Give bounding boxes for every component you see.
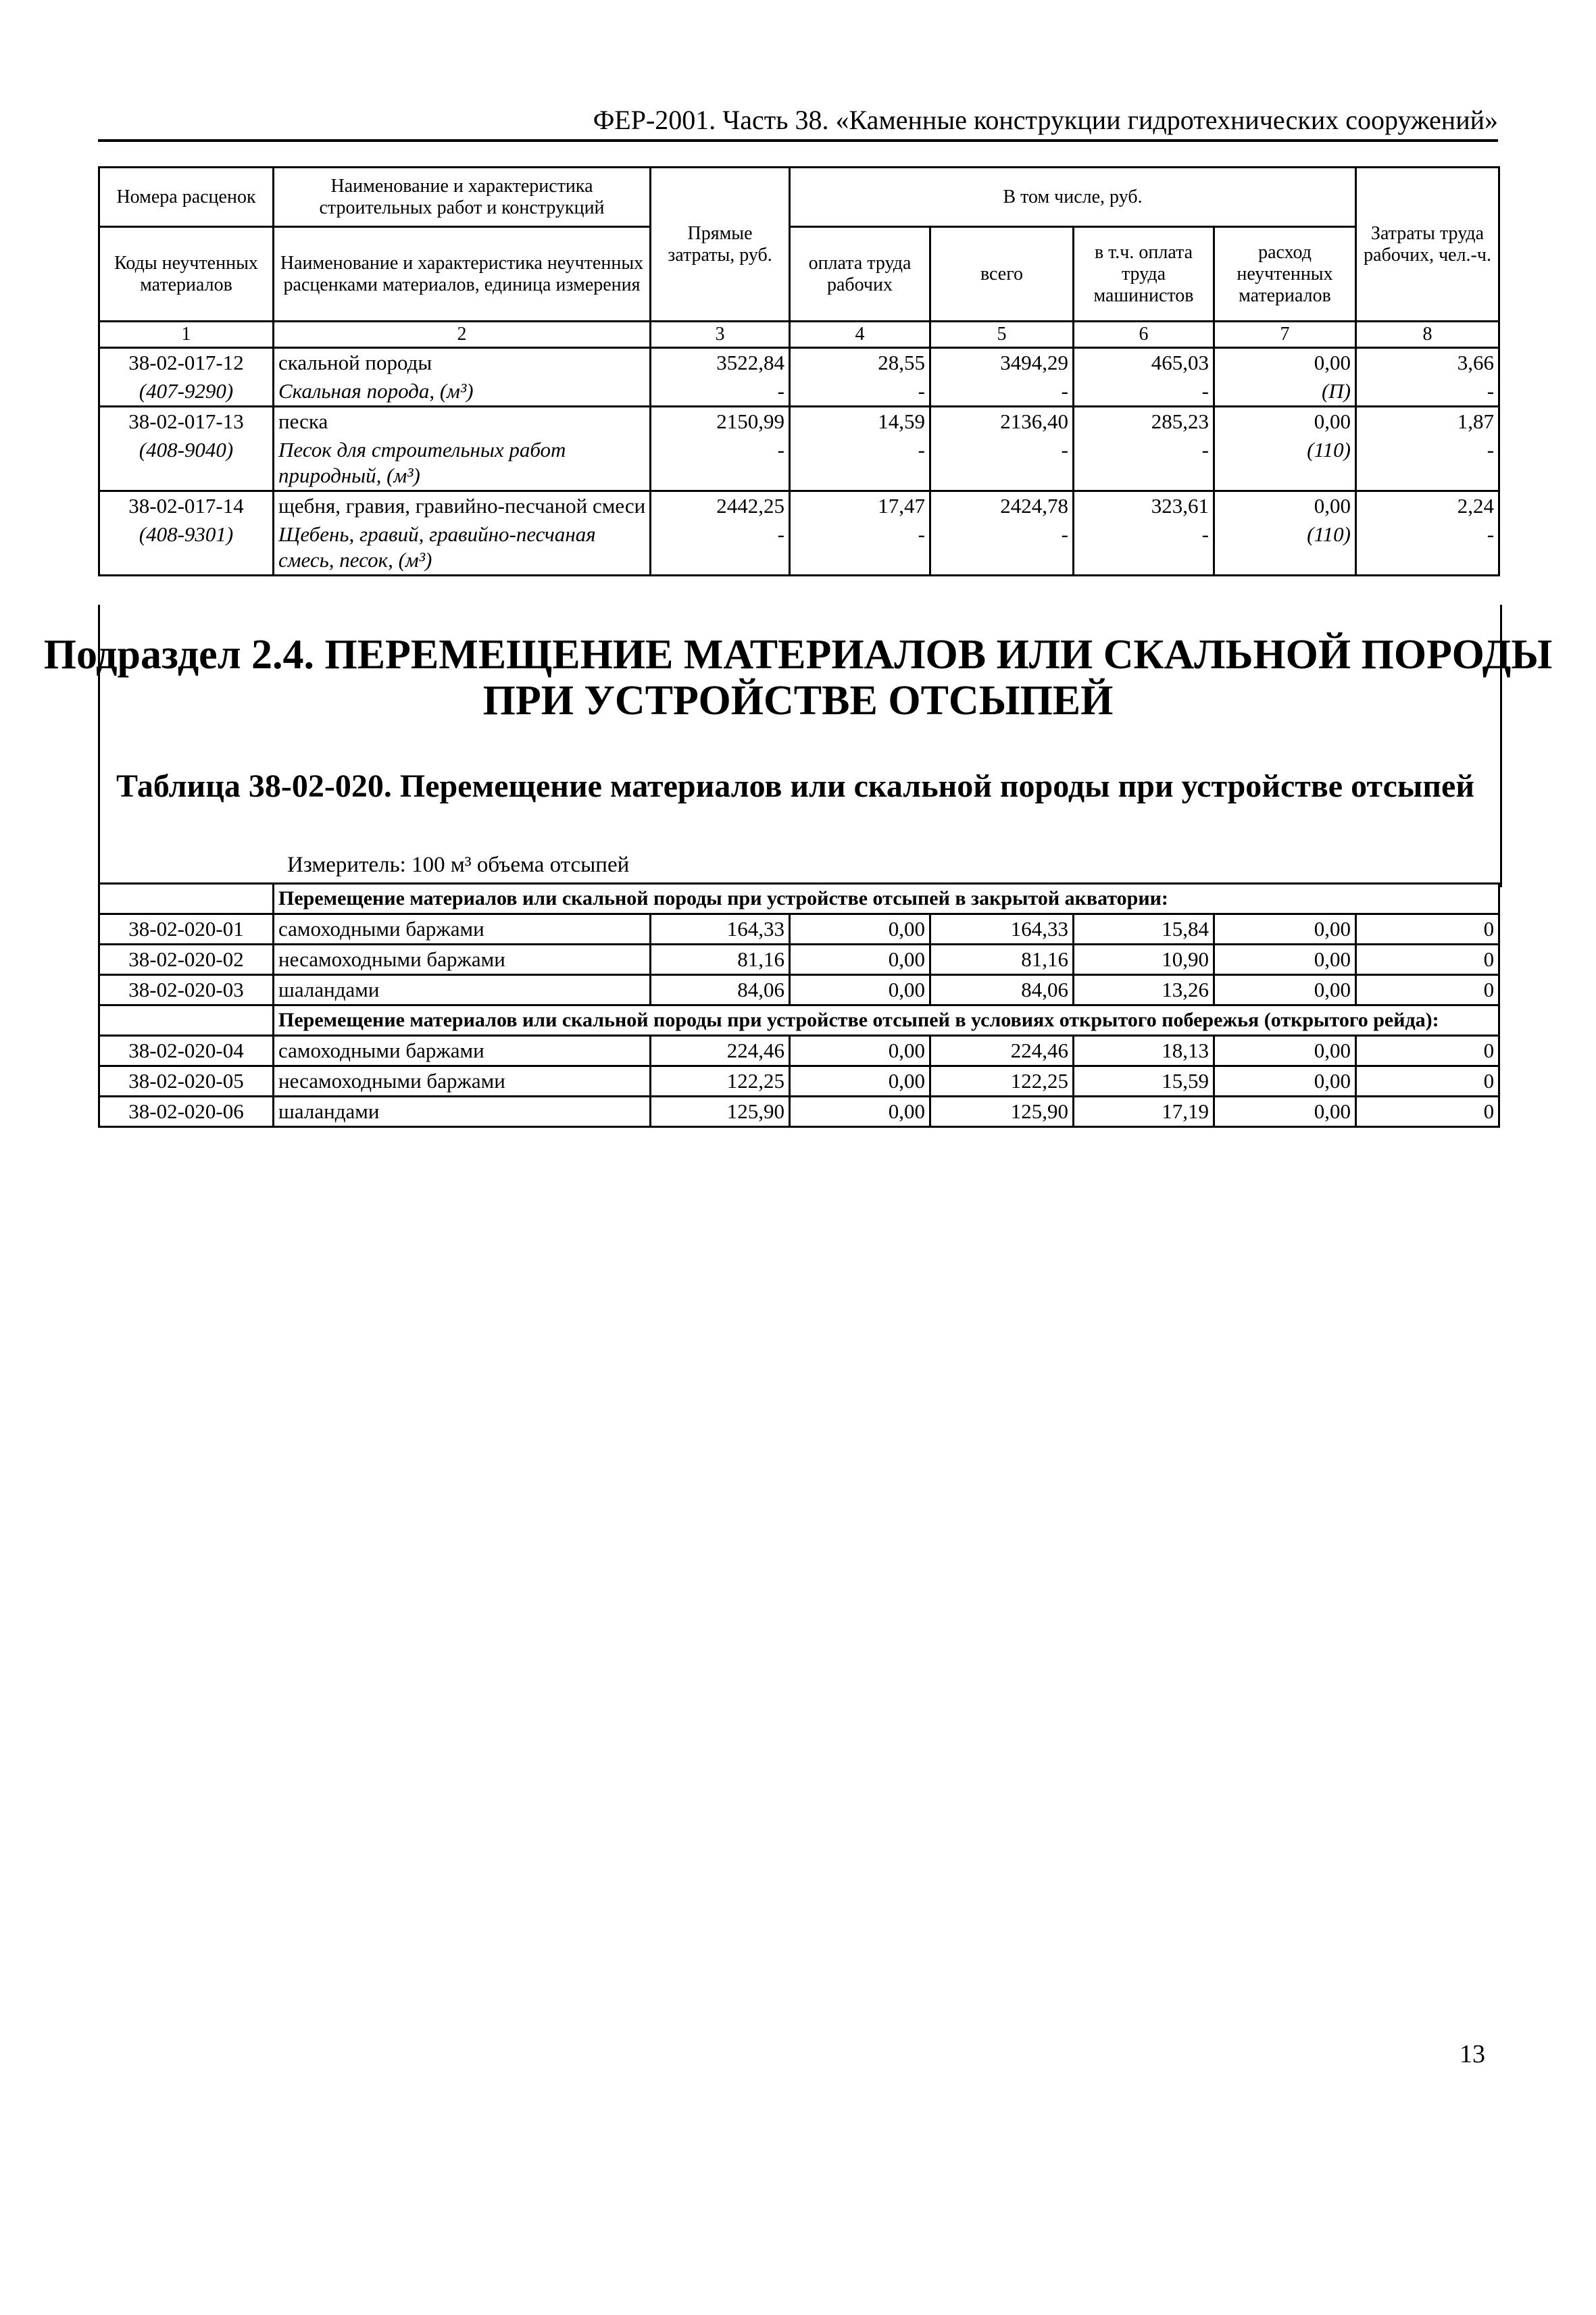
section-title: Подраздел 2.4. ПЕРЕМЕЩЕНИЕ МАТЕРИАЛОВ ИЛИ СКАЛЬНОЙ ПОРОДЫ ПРИ УСТРОЙСТВЕ ОТСЫПЕЙ — [43, 632, 1553, 724]
value: 0 — [1356, 1036, 1499, 1066]
table-row — [99, 914, 1499, 945]
value: 0,00 — [1214, 1066, 1356, 1097]
rate-name: щебня, гравия, гравийно-песчаной смеси — [274, 491, 651, 521]
material-code: (408-9040) — [99, 436, 274, 491]
rates-table-continued — [98, 166, 1500, 576]
value: 10,90 — [1074, 945, 1214, 975]
value: 0,00 — [790, 1036, 930, 1066]
table-row — [99, 975, 1499, 1005]
material-row — [99, 377, 1499, 407]
value: - — [790, 436, 930, 491]
col-header-name: Наименование и характеристика строительных работ и конструкций — [274, 168, 651, 227]
measure-unit: Измеритель: 100 м³ объема отсыпей — [287, 853, 630, 877]
value: 81,16 — [930, 945, 1074, 975]
value: 224,46 — [651, 1036, 790, 1066]
table-row — [99, 1066, 1499, 1097]
rate-name: самоходными баржами — [274, 914, 651, 945]
value: 15,84 — [1074, 914, 1214, 945]
column-index: 3 — [651, 322, 790, 348]
value: (110) — [1214, 436, 1356, 491]
value: 122,25 — [651, 1066, 790, 1097]
value: (П) — [1214, 377, 1356, 407]
running-header: ФЕР-2001. Часть 38. «Каменные конструкции гидротехнических сооружений» — [98, 101, 1498, 142]
value: 13,26 — [1074, 975, 1214, 1005]
value: 0,00 — [1214, 491, 1356, 521]
rate-code: 38-02-020-05 — [99, 1066, 274, 1097]
rate-name: самоходными баржами — [274, 1036, 651, 1066]
value: - — [651, 436, 790, 491]
column-index: 8 — [1356, 322, 1499, 348]
rate-name: песка — [274, 407, 651, 437]
value: - — [1074, 436, 1214, 491]
column-index-row — [99, 322, 1499, 348]
value: 15,59 — [1074, 1066, 1214, 1097]
col-header-mat: расход неучтенных материалов — [1214, 227, 1356, 322]
value: - — [1074, 520, 1214, 576]
value: 2442,25 — [651, 491, 790, 521]
value: 0,00 — [1214, 1097, 1356, 1127]
value: 465,03 — [1074, 348, 1214, 378]
value: - — [930, 520, 1074, 576]
value: 3522,84 — [651, 348, 790, 378]
value: 285,23 — [1074, 407, 1214, 437]
table-row — [99, 407, 1499, 437]
rate-name: шаландами — [274, 975, 651, 1005]
rate-name: несамоходными баржами — [274, 1066, 651, 1097]
value: 3494,29 — [930, 348, 1074, 378]
rate-name: несамоходными баржами — [274, 945, 651, 975]
value: - — [790, 377, 930, 407]
value: 2136,40 — [930, 407, 1074, 437]
value: 164,33 — [930, 914, 1074, 945]
value: 0,00 — [1214, 975, 1356, 1005]
col-header-mach-all: всего — [930, 227, 1074, 322]
value: 0,00 — [790, 945, 930, 975]
col-header-codes: Коды неучтенных материалов — [99, 227, 274, 322]
column-index: 1 — [99, 322, 274, 348]
rate-code: 38-02-020-01 — [99, 914, 274, 945]
material-code: (408-9301) — [99, 520, 274, 576]
value: 125,90 — [651, 1097, 790, 1127]
value: 164,33 — [651, 914, 790, 945]
table-row — [99, 491, 1499, 521]
value: 0,00 — [1214, 1036, 1356, 1066]
material-row — [99, 520, 1499, 576]
value: - — [930, 436, 1074, 491]
value: 84,06 — [651, 975, 790, 1005]
table-row — [99, 945, 1499, 975]
col-header-wage: оплата труда рабочих — [790, 227, 930, 322]
rate-name: скальной породы — [274, 348, 651, 378]
value: - — [790, 520, 930, 576]
table-row — [99, 1097, 1499, 1127]
column-index: 6 — [1074, 322, 1214, 348]
col-header-labor: Затраты труда рабочих, чел.-ч. — [1356, 168, 1499, 322]
col-header-num: Номера расценок — [99, 168, 274, 227]
group-heading-closed: Перемещение материалов или скальной породы при устройстве отсыпей в закрытой акватории: — [274, 884, 1499, 914]
value: 2150,99 — [651, 407, 790, 437]
value: - — [651, 377, 790, 407]
value: 0 — [1356, 1066, 1499, 1097]
value: 0,00 — [790, 975, 930, 1005]
value: 17,19 — [1074, 1097, 1214, 1127]
value: 125,90 — [930, 1097, 1074, 1127]
value: 1,87 — [1356, 407, 1499, 437]
value: 2,24 — [1356, 491, 1499, 521]
value: - — [1356, 520, 1499, 576]
value: 0 — [1356, 914, 1499, 945]
column-index: 5 — [930, 322, 1074, 348]
rate-code: 38-02-020-06 — [99, 1097, 274, 1127]
value: 0 — [1356, 975, 1499, 1005]
material-row — [99, 436, 1499, 491]
value: 0 — [1356, 1097, 1499, 1127]
value: - — [1356, 436, 1499, 491]
value: 323,61 — [1074, 491, 1214, 521]
col-header-mach-wage: в т.ч. оплата труда машинистов — [1074, 227, 1214, 322]
col-header-incl: В том числе, руб. — [790, 168, 1356, 227]
col-header-name2: Наименование и характеристика неучтенных расценками материалов, единица измерения — [274, 227, 651, 322]
table-title: Таблица 38-02-020. Перемещение материалов или скальной породы при устройстве отсыпей — [116, 768, 1474, 804]
value: 18,13 — [1074, 1036, 1214, 1066]
column-index: 4 — [790, 322, 930, 348]
value: 122,25 — [930, 1066, 1074, 1097]
value: (110) — [1214, 520, 1356, 576]
value: 0,00 — [1214, 945, 1356, 975]
value: - — [930, 377, 1074, 407]
value: - — [1356, 377, 1499, 407]
value: 3,66 — [1356, 348, 1499, 378]
page-number: 13 — [1460, 2040, 1485, 2068]
group-heading-open: Перемещение материалов или скальной породы при устройстве отсыпей в условиях открытого побережья (открытого рейда): — [274, 1005, 1499, 1036]
table-38-02-020 — [98, 882, 1500, 1128]
value: 0,00 — [790, 1097, 930, 1127]
material-name: Щебень, гравий, гравийно-песчаная смесь, песок, (м³) — [274, 520, 651, 576]
rate-name: шаландами — [274, 1097, 651, 1127]
value: 0 — [1356, 945, 1499, 975]
value: - — [651, 520, 790, 576]
value: 0,00 — [1214, 348, 1356, 378]
rate-code: 38-02-020-04 — [99, 1036, 274, 1066]
col-header-direct: Прямые затраты, руб. — [651, 168, 790, 322]
table-row — [99, 1036, 1499, 1066]
material-name: Скальная порода, (м³) — [274, 377, 651, 407]
value: 84,06 — [930, 975, 1074, 1005]
value: 224,46 — [930, 1036, 1074, 1066]
value: 0,00 — [790, 1066, 930, 1097]
rate-code: 38-02-020-03 — [99, 975, 274, 1005]
column-index: 7 — [1214, 322, 1356, 348]
value: 17,47 — [790, 491, 930, 521]
rate-code: 38-02-017-14 — [99, 491, 274, 521]
value: 81,16 — [651, 945, 790, 975]
table-row — [99, 348, 1499, 378]
value: 14,59 — [790, 407, 930, 437]
rate-code: 38-02-017-13 — [99, 407, 274, 437]
material-name: Песок для строительных работ природный, (м³) — [274, 436, 651, 491]
material-code: (407-9290) — [99, 377, 274, 407]
value: 28,55 — [790, 348, 930, 378]
value: 0,00 — [1214, 914, 1356, 945]
value: 2424,78 — [930, 491, 1074, 521]
value: - — [1074, 377, 1214, 407]
column-index: 2 — [274, 322, 651, 348]
rate-code: 38-02-020-02 — [99, 945, 274, 975]
rate-code: 38-02-017-12 — [99, 348, 274, 378]
value: 0,00 — [1214, 407, 1356, 437]
value: 0,00 — [790, 914, 930, 945]
